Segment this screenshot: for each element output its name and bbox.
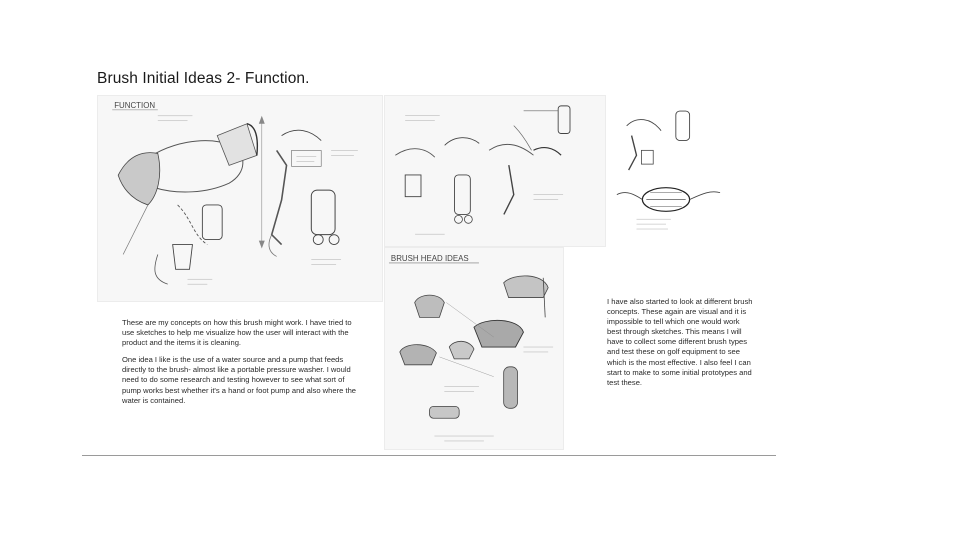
left-text-block <box>122 318 362 413</box>
right-text-block <box>607 297 753 395</box>
function-sketch-drawing <box>98 96 382 301</box>
left-paragraph-1: These are my concepts on how this brush might work. I have tried to use sketches to help me visualize how the user will interact with the product and the items it is cleaning. <box>122 318 352 348</box>
pump-concept-sketch-drawing <box>385 96 605 246</box>
bottom-divider <box>82 455 776 456</box>
pump-concept-sketch-image <box>384 95 606 247</box>
brush-head-ideas-label: BRUSH HEAD IDEAS <box>390 253 469 263</box>
brush-head-ideas-sketch-image <box>384 247 564 450</box>
function-sketch-label: FUNCTION <box>114 100 156 110</box>
brush-head-ideas-sketch-drawing <box>385 248 563 449</box>
slide-title: Brush Initial Ideas 2- Function. <box>97 70 310 87</box>
right-paragraph-1: I have also started to look at different brush concepts. These again are visual and it is impossible to tell which one would work best through sketches. This means I will have to collect some different brush types and test these on golf equipment to see which is the most effective. I also feel I can start to make to some initial prototypes and test these. <box>607 297 753 387</box>
portable-pump-sketch-image <box>606 95 726 247</box>
function-sketch-image <box>97 95 383 302</box>
portable-pump-sketch-drawing <box>607 96 725 246</box>
left-paragraph-2: One idea I like is the use of a water source and a pump that feeds directly to the brush- almost like a portable pressure washer. I would need to do some research and testing however to see what sort of pump works best whether it's a hand or foot pump and also where the water is contained. <box>122 355 357 405</box>
